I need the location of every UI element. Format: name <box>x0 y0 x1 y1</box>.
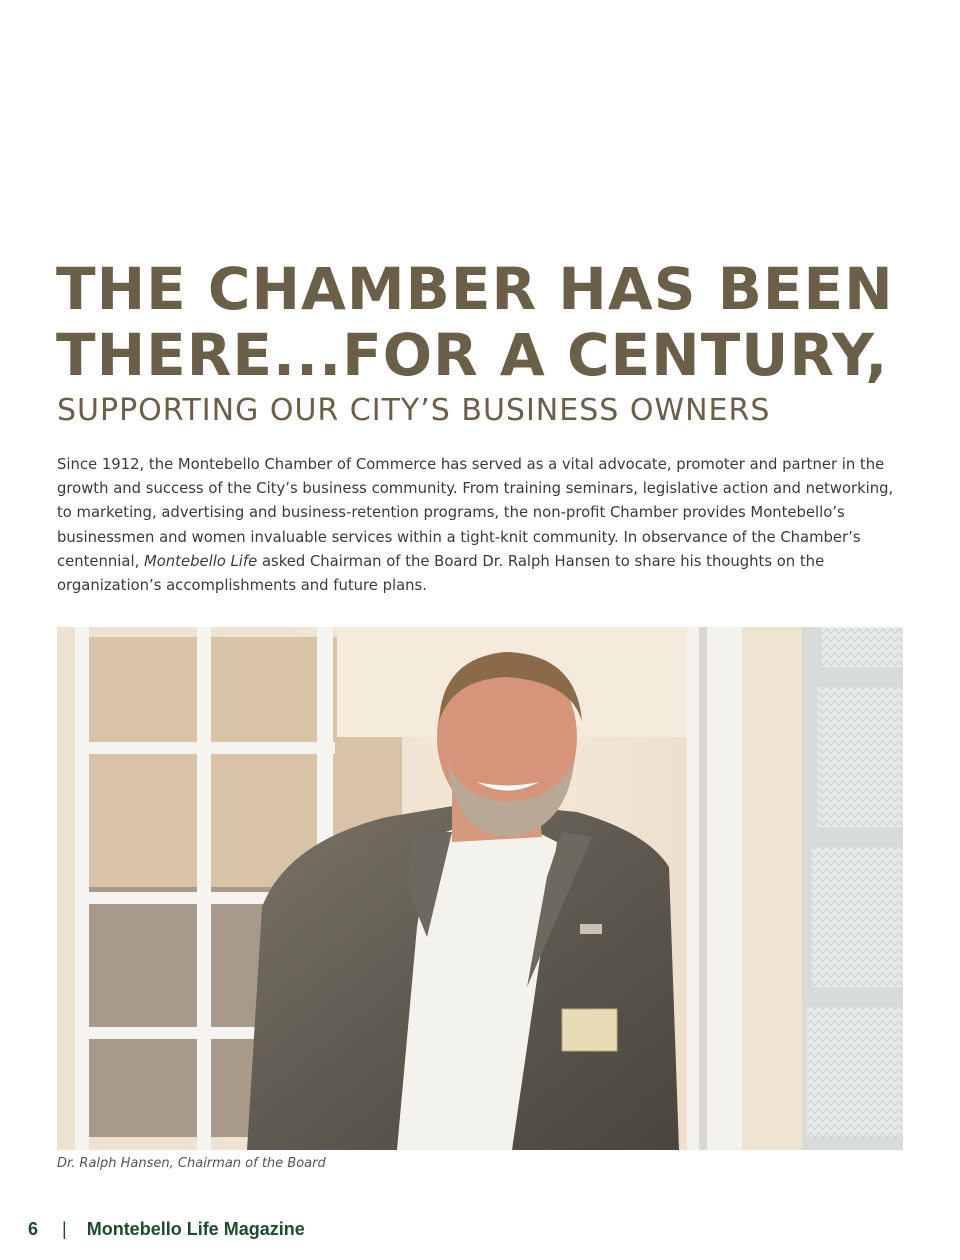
subheadline: SUPPORTING OUR CITY’S BUSINESS OWNERS <box>57 393 771 428</box>
magazine-title-italic: Montebello Life <box>143 552 258 570</box>
page-footer <box>28 1216 305 1242</box>
intro-text-part-2: asked Chairman of the Board Dr. Ralph Hansen to share his thoughts on the organization’s accomplishments and future plans. <box>57 552 825 595</box>
headline-line-2: THERE...FOR A CENTURY, <box>56 321 889 389</box>
publication-name: Montebello Life Magazine <box>86 1218 305 1239</box>
portrait-photo <box>57 627 903 1150</box>
intro-paragraph <box>57 453 907 598</box>
photo-caption: Dr. Ralph Hansen, Chairman of the Board <box>57 1156 326 1171</box>
footer-separator: | <box>62 1218 67 1239</box>
intro-text-part-1: Since 1912, the Montebello Chamber of Commerce has served as a vital advocate, promoter and partner in the growth and success of the City’s business community. From training seminars, legislative action and networking, to marketing, advertising and business-retention programs, the non-profit Chamber provides Montebello’s businessmen and women invaluable services within a tight-knit community. In observance of the Chamber’s centennial, <box>57 456 894 570</box>
headline-line-1: THE CHAMBER HAS BEEN <box>56 255 894 323</box>
page-number: 6 <box>28 1218 39 1239</box>
headline <box>56 256 916 388</box>
